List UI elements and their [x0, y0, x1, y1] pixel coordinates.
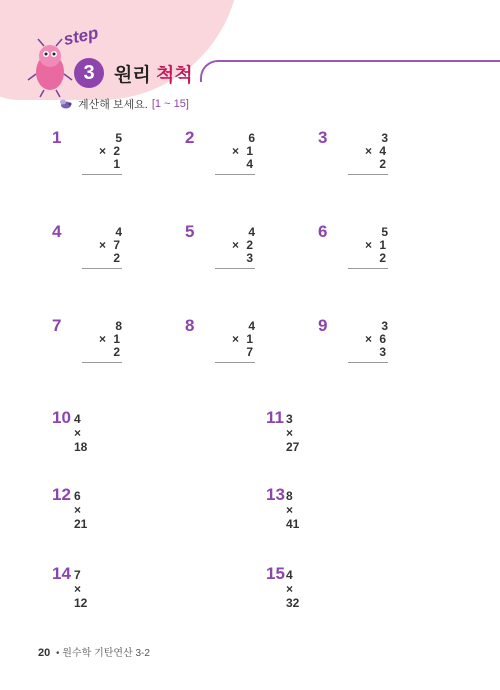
section-title	[114, 60, 193, 87]
answer-line	[215, 268, 255, 269]
vertical-multiplication	[221, 320, 255, 363]
multiplicand: 5	[381, 225, 388, 239]
vertical-multiplication	[88, 320, 122, 363]
answer-line	[348, 174, 388, 175]
vertical-multiplication	[88, 132, 122, 175]
problem-number: 2	[185, 128, 195, 147]
answer-line	[82, 362, 122, 363]
page-number: 20	[38, 647, 51, 659]
problem-number: 9	[318, 316, 328, 335]
answer-line	[348, 268, 388, 269]
title-main: 원리	[114, 65, 151, 86]
vertical-multiplication	[354, 320, 388, 363]
multiplier: × 4 2	[364, 144, 388, 171]
instruction-range: [1 ~ 15]	[151, 98, 189, 110]
problem-number: 4	[52, 222, 62, 241]
vertical-multiplication	[221, 226, 255, 269]
instruction-text: 계산해 보세요.	[78, 99, 148, 111]
instruction	[58, 96, 189, 112]
problem-number: 7	[52, 316, 62, 335]
answer-line	[82, 174, 122, 175]
multiplier: × 7 2	[98, 238, 122, 265]
vertical-multiplication	[88, 226, 122, 269]
multiplier: × 1 4	[231, 144, 255, 171]
multiplier: × 2 1	[98, 144, 122, 171]
multiplicand: 6	[248, 131, 255, 145]
page-footer	[38, 644, 150, 659]
multiplicand: 4	[248, 319, 255, 333]
multiplicand: 3	[381, 319, 388, 333]
horizontal-expression: 4 × 32	[286, 568, 300, 610]
answer-line	[82, 268, 122, 269]
problem-number: 15	[266, 564, 285, 583]
bee-icon	[58, 99, 72, 109]
vertical-multiplication	[221, 132, 255, 175]
answer-line	[348, 362, 388, 363]
step-number-badge: 3	[74, 58, 104, 88]
footer-text: • 원수학 기탄연산 3-2	[56, 648, 150, 659]
problem-number: 13	[266, 485, 285, 504]
horizontal-expression: 3 × 27	[286, 412, 300, 454]
multiplier: × 6 3	[364, 332, 388, 359]
problem-number: 11	[266, 408, 284, 427]
multiplicand: 5	[115, 131, 122, 145]
multiplier: × 1 2	[364, 238, 388, 265]
multiplier: × 1 2	[98, 332, 122, 359]
vertical-multiplication	[354, 226, 388, 269]
multiplicand: 8	[115, 319, 122, 333]
answer-line	[215, 362, 255, 363]
problem-number: 1	[52, 128, 62, 147]
problem-number: 8	[185, 316, 195, 335]
multiplicand: 4	[115, 225, 122, 239]
problem-number: 10	[52, 408, 71, 427]
problem-number: 14	[52, 564, 71, 583]
vertical-multiplication	[354, 132, 388, 175]
problem-number: 6	[318, 222, 328, 241]
multiplier: × 1 7	[231, 332, 255, 359]
title-accent: 척척	[156, 65, 193, 86]
horizontal-expression: 6 × 21	[74, 489, 88, 531]
answer-line	[215, 174, 255, 175]
multiplier: × 2 3	[231, 238, 255, 265]
horizontal-expression: 4 × 18	[74, 412, 88, 454]
multiplicand: 3	[381, 131, 388, 145]
multiplicand: 4	[248, 225, 255, 239]
horizontal-expression: 7 × 12	[74, 568, 88, 610]
horizontal-expression: 8 × 41	[286, 489, 300, 531]
header-divider	[200, 60, 500, 82]
problem-number: 5	[185, 222, 195, 241]
problem-number: 12	[52, 485, 71, 504]
step-label: step	[61, 23, 100, 50]
problem-number: 3	[318, 128, 328, 147]
